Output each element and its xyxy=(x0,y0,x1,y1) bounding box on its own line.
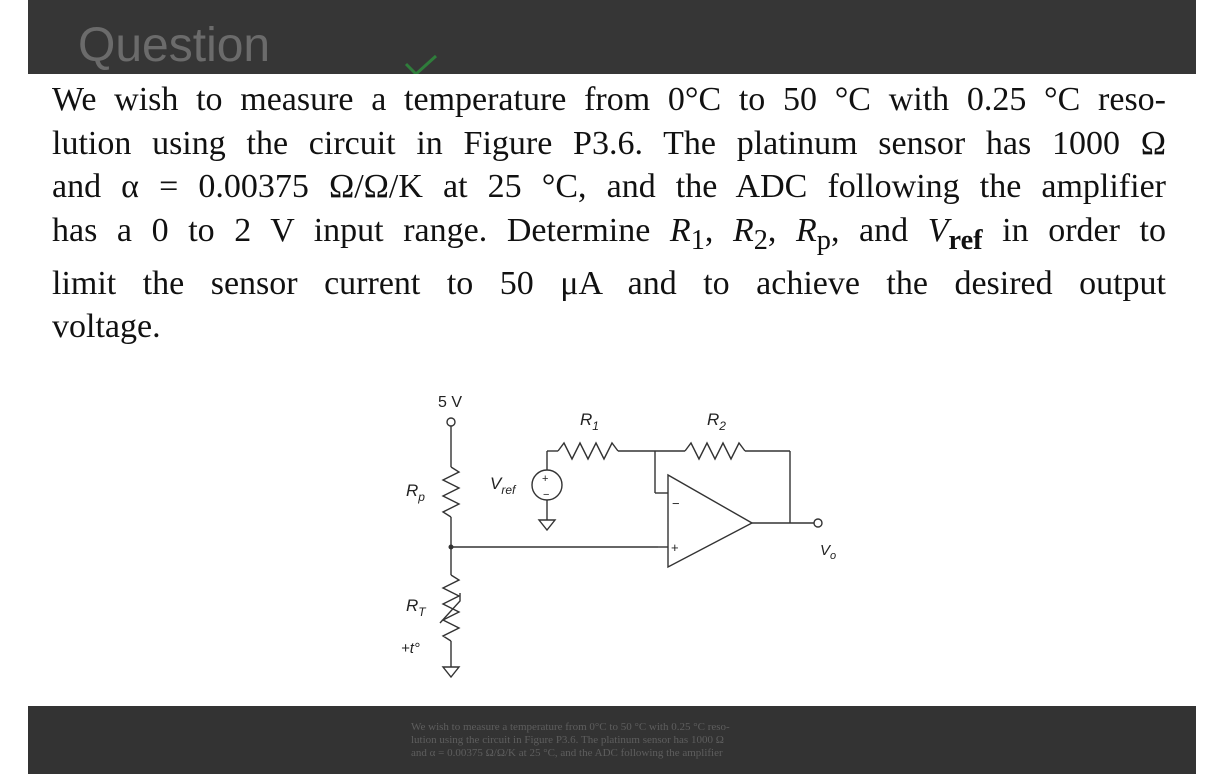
vref-symbol: V xyxy=(927,211,949,249)
problem-statement xyxy=(52,78,1166,349)
rp-subscript: p xyxy=(816,224,831,256)
check-icon xyxy=(378,42,438,74)
problem-line-4-start: has a 0 to 2 V input range. Determine xyxy=(52,211,670,249)
preview-line-1: We wish to measure a temperature from 0°C to 50 °C with 0.25 °C reso- xyxy=(411,721,730,733)
text-preview xyxy=(411,721,816,760)
rt-label: $R_T$ xyxy=(406,596,426,619)
rp-label: $R_p$ xyxy=(406,481,425,504)
rp-resistor xyxy=(443,467,459,517)
circuit-figure xyxy=(380,385,860,695)
problem-line-4-and: , and xyxy=(830,211,928,249)
vref-minus-sign: − xyxy=(543,489,550,501)
vo-label: $V_o$ xyxy=(820,542,837,562)
vref-label: $V_{ref}$ xyxy=(490,474,516,497)
question-heading: Question xyxy=(78,19,271,72)
problem-line-4: has a 0 to 2 V input range. Determine $R_1$, $R_2$, $R_p$, and $V_{ref}$ in order to xyxy=(52,211,1166,256)
supply-label: 5 V xyxy=(438,394,463,411)
r2-subscript: 2 xyxy=(753,224,768,256)
vref-plus-sign: + xyxy=(542,473,549,485)
problem-line-1: We wish to measure a temperature from 0°C to 50 °C with 0.25 °C reso- xyxy=(52,81,1166,118)
problem-line-4-end: in order to xyxy=(982,211,1166,249)
ground-symbol xyxy=(443,667,459,677)
bottom-bar xyxy=(28,706,1196,774)
output-terminal xyxy=(814,519,822,527)
temperature-label: +t° xyxy=(401,640,420,657)
circuit-diagram xyxy=(380,385,860,695)
r2-symbol: R xyxy=(732,211,754,249)
r1-symbol: R xyxy=(669,211,691,249)
r1-label: $R_1$ xyxy=(580,410,599,433)
rt-thermistor xyxy=(443,575,459,641)
problem-line-2: lution using the circuit in Figure P3.6. The platinum sensor has 1000 Ω xyxy=(52,124,1166,162)
op-amp xyxy=(668,475,752,567)
r2-resistor xyxy=(685,443,745,459)
problem-line-3: and α = 0.00375 Ω/Ω/K at 25 °C, and the ADC following the amplifier xyxy=(52,168,1166,205)
r1-subscript: 1 xyxy=(690,224,705,256)
vref-ground xyxy=(539,520,555,530)
rp-symbol: R xyxy=(796,211,817,249)
r1-resistor xyxy=(558,443,618,459)
preview-line-2: lution using the circuit in Figure P3.6. The platinum sensor has 1000 Ω xyxy=(411,734,724,746)
supply-terminal xyxy=(447,418,455,426)
opamp-plus-sign: + xyxy=(671,540,679,555)
vref-subscript: ref xyxy=(948,224,983,256)
problem-line-5: limit the sensor current to 50 μA and to achieve the desired output xyxy=(52,264,1166,302)
r2-label: $R_2$ xyxy=(707,410,726,433)
problem-line-6: voltage. xyxy=(52,308,161,346)
top-bar xyxy=(28,0,1196,74)
opamp-minus-sign: − xyxy=(672,496,680,511)
preview-line-3: and α = 0.00375 Ω/Ω/K at 25 °C, and the ADC following the amplifier xyxy=(411,747,723,759)
